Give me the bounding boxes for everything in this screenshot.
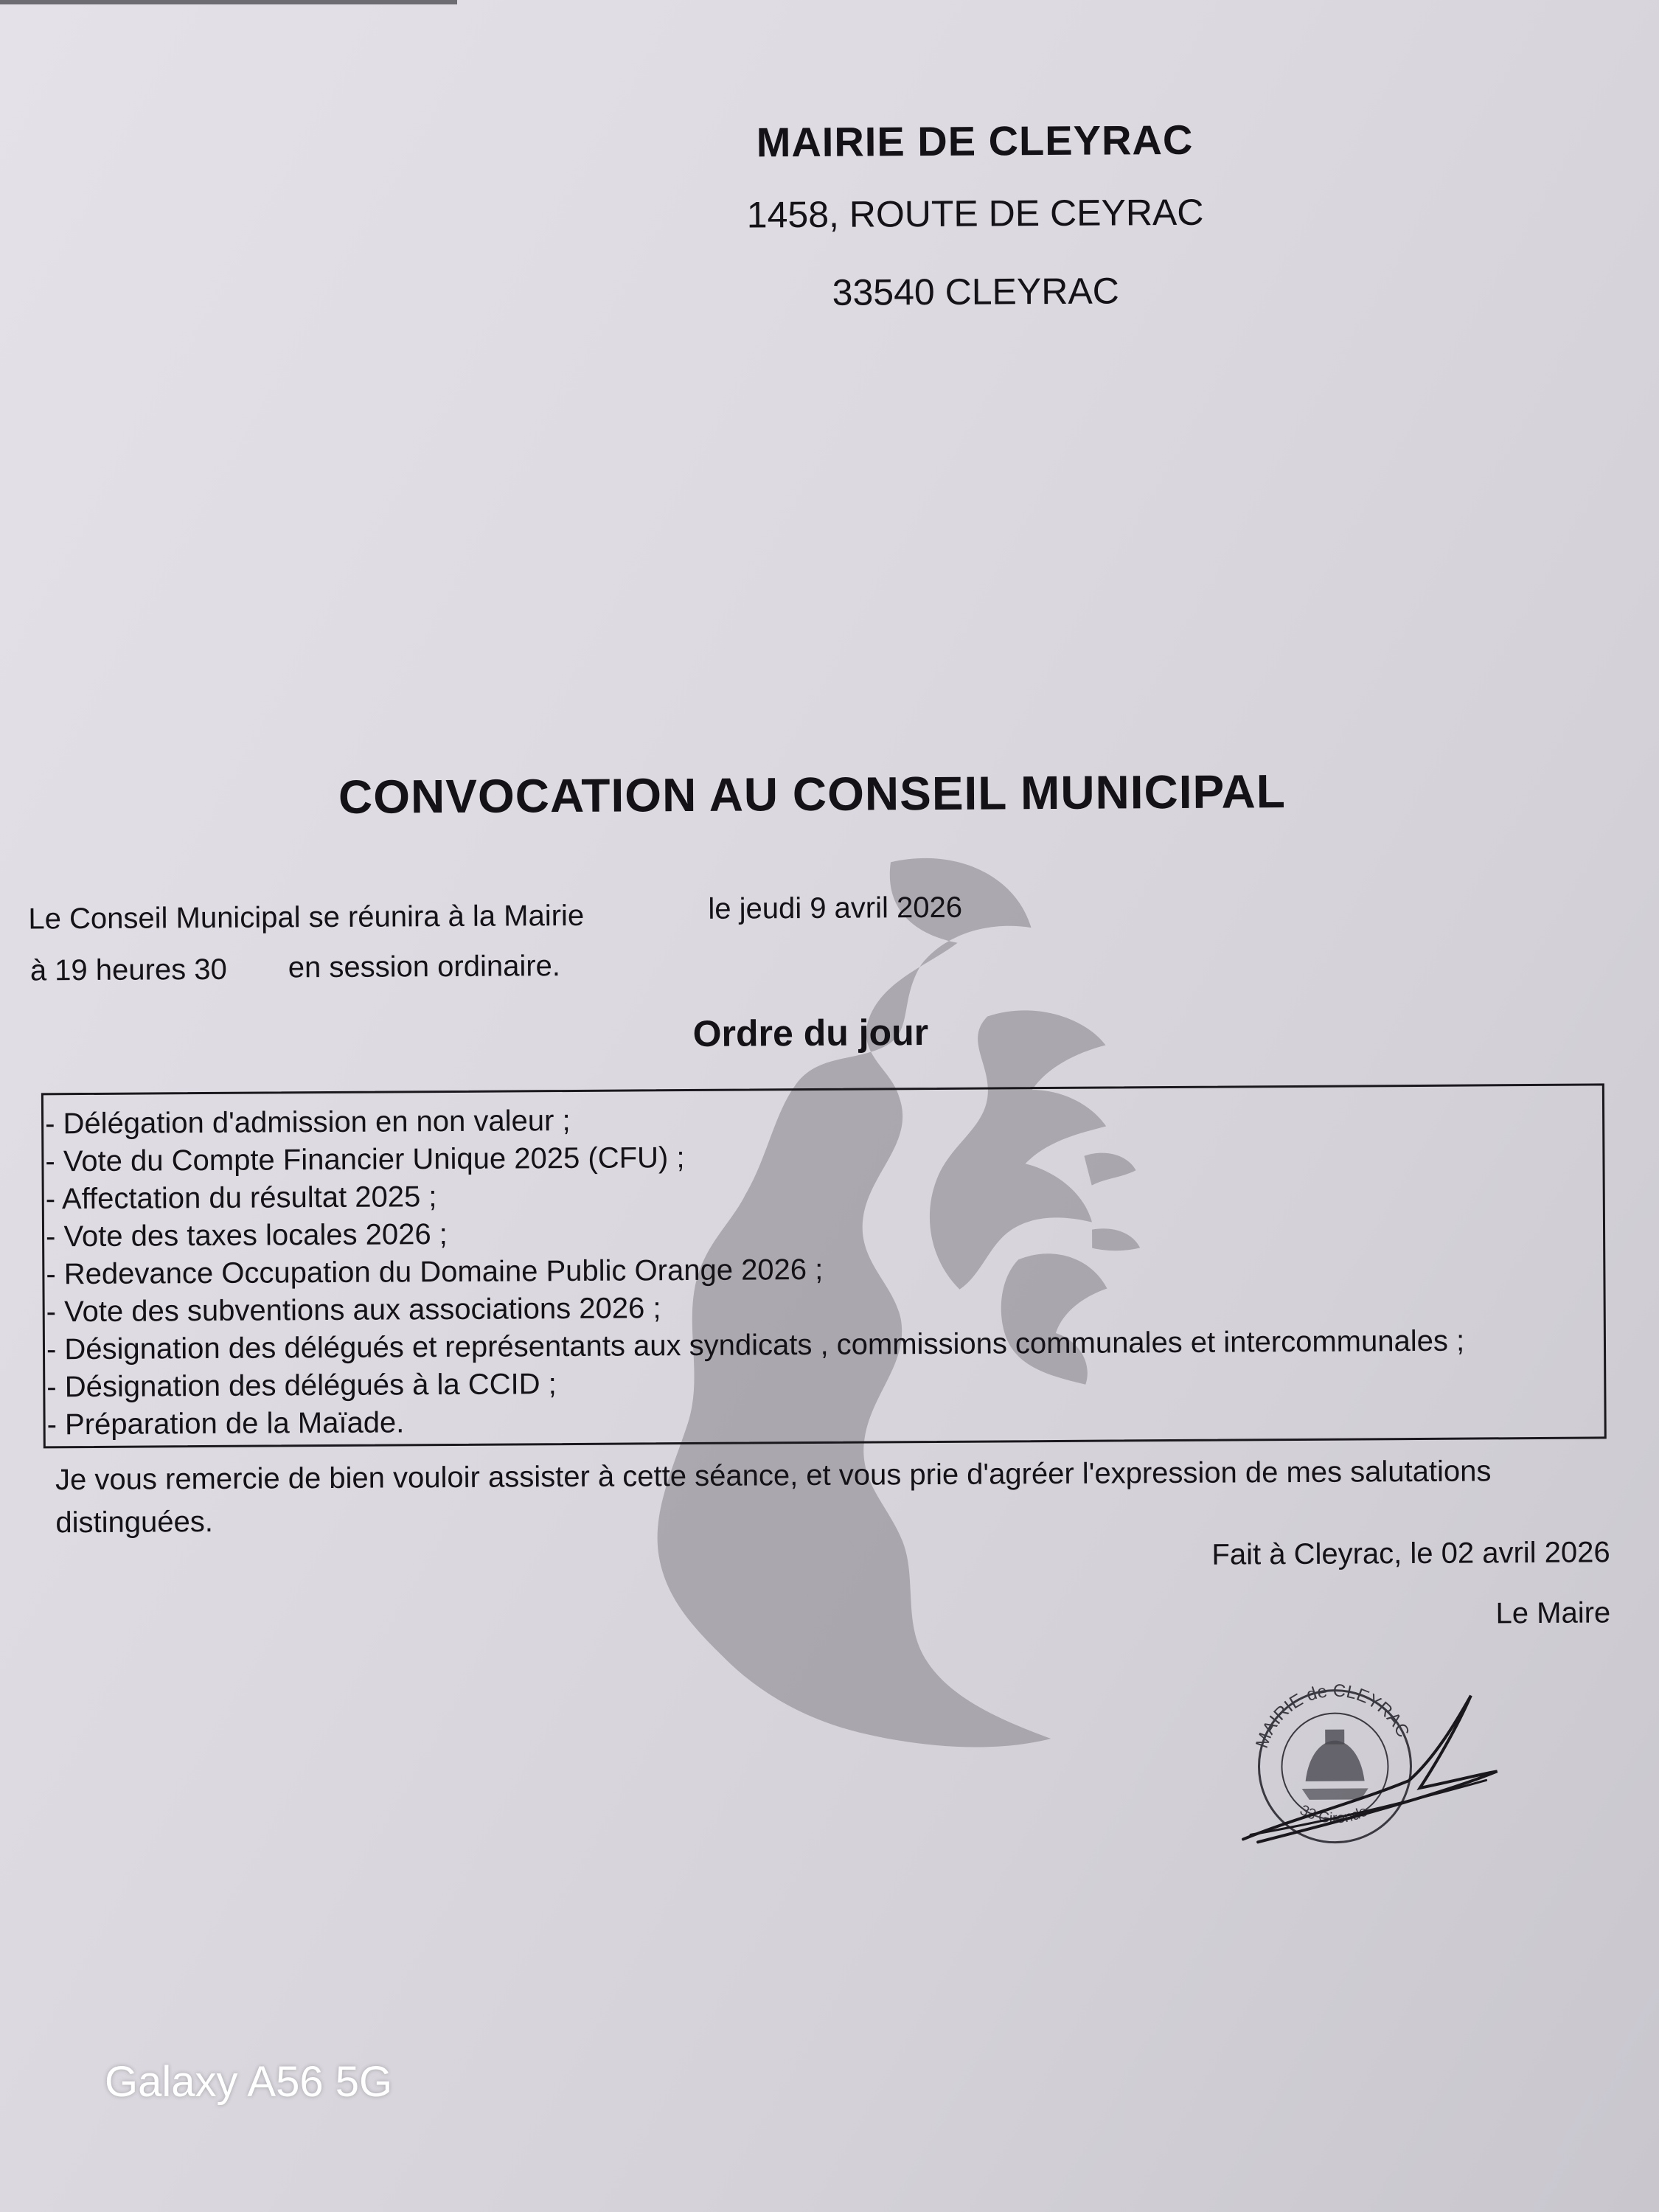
agenda-item: - Vote des taxes locales 2026 ;	[45, 1218, 448, 1253]
agenda-list	[44, 1085, 1604, 1444]
device-watermark: Galaxy A56 5G	[105, 2058, 393, 2106]
intro-session: en session ordinaire.	[288, 950, 561, 984]
mairie-name: MAIRIE DE CLEYRAC	[756, 116, 1194, 166]
agenda-item: - Redevance Occupation du Domaine Public Orange 2026 ;	[46, 1253, 824, 1291]
agenda-item: - Désignation des délégués à la CCID ;	[46, 1368, 557, 1404]
intro-date: le jeudi 9 avril 2026	[708, 891, 963, 925]
agenda-item: - Vote des subventions aux associations 2026 ;	[46, 1292, 661, 1329]
agenda-box	[41, 1083, 1607, 1448]
svg-text:MAIRIE de CLEYRAC: MAIRIE de CLEYRAC	[1252, 1680, 1413, 1751]
svg-text:33 Gironde: 33 Gironde	[1297, 1801, 1371, 1827]
intro-location: Le Conseil Municipal se réunira à la Mairie	[28, 899, 585, 936]
signer-title: Le Maire	[1495, 1596, 1611, 1630]
mairie-address: 1458, ROUTE DE CEYRAC	[746, 191, 1204, 236]
agenda-item: - Préparation de la Maïade.	[46, 1406, 405, 1441]
agenda-item: - Affectation du résultat 2025 ;	[45, 1180, 437, 1216]
agenda-heading: Ordre du jour	[692, 1012, 929, 1054]
mairie-city: 33540 CLEYRAC	[832, 270, 1119, 313]
intro-time: à 19 heures 30	[29, 953, 227, 987]
mairie-seal-stamp-icon	[1235, 1669, 1501, 1848]
place-date: Fait à Cleyrac, le 02 avril 2026	[1211, 1536, 1610, 1571]
agenda-item: - Délégation d'admission en non valeur ;	[44, 1104, 571, 1141]
document-title: CONVOCATION AU CONSEIL MUNICIPAL	[338, 765, 1286, 824]
agenda-item: - Désignation des délégués et représentants aux syndicats , commissions communales et intercommunales ;	[46, 1324, 1465, 1366]
agenda-item: - Vote du Compte Financier Unique 2025 (CFU) ;	[45, 1141, 685, 1178]
closing-paragraph: Je vous remercie de bien vouloir assister à cette séance, et vous prie d'agréer l'expression de mes salutations distinguées.	[55, 1455, 1492, 1540]
